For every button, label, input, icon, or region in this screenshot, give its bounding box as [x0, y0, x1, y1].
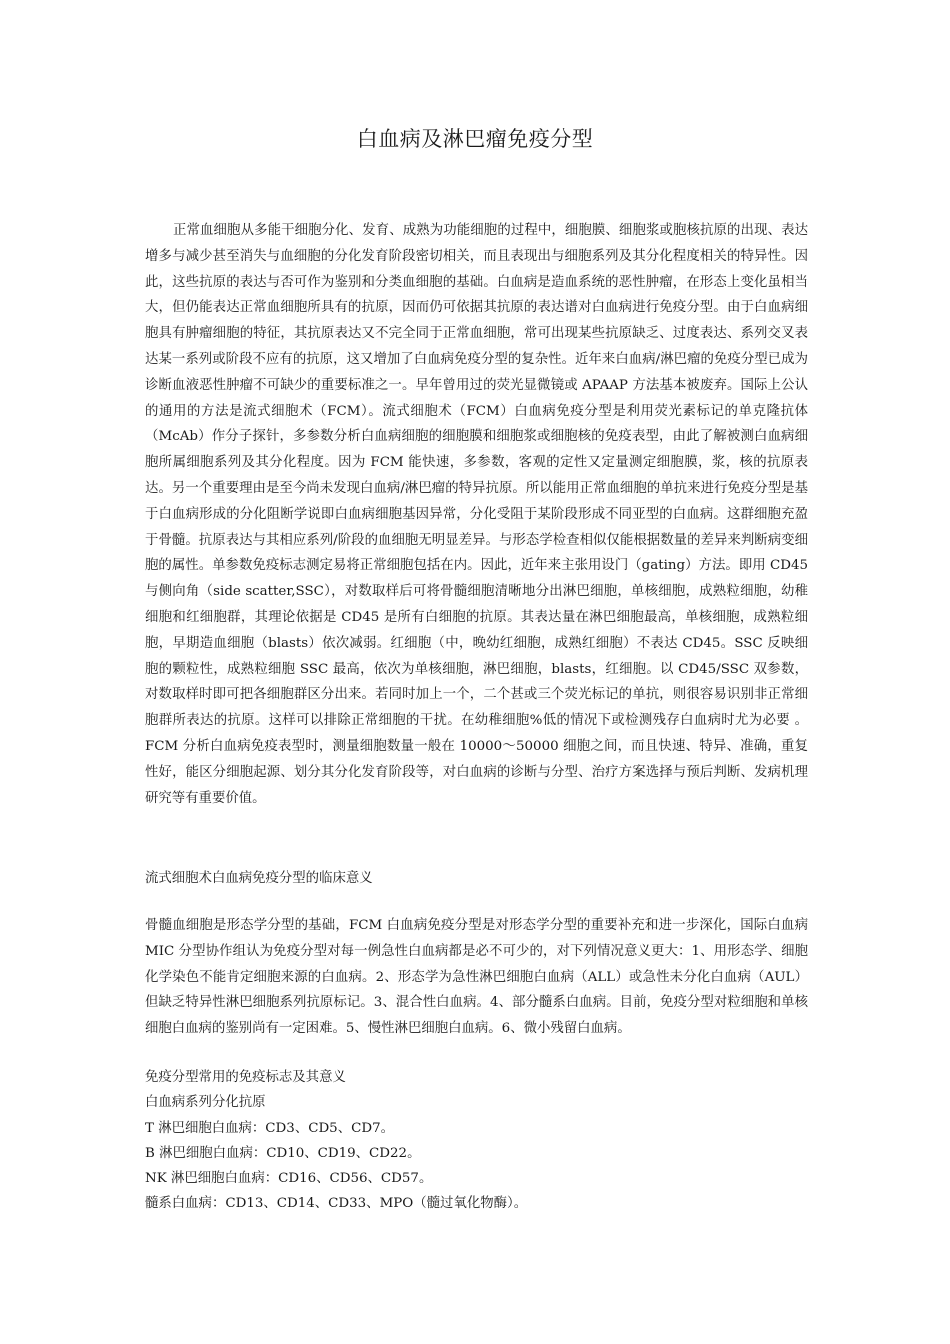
- markers-list: [145, 1065, 808, 1217]
- clinical-significance-paragraph: 骨髓血细胞是形态学分型的基础，FCM 白血病免疫分型是对形态学分型的重要补充和进一步深化，国际白血病 MIC 分型协作组认为免疫分型对每一例急性白血病都是必不可少的，对下列情况意义更大：1、用形态学、细胞化学染色不能肯定细胞来源的白血病。2、形态学为急性淋巴细胞白血病（ALL）或急性未分化白血病（AUL）但缺乏特异性淋巴细胞系列抗原标记。3、混合性白血病。4、部分髓系白血病。目前，免疫分型对粒细胞和单核细胞白血病的鉴别尚有一定困难。5、慢性淋巴细胞白血病。6、微小残留白血病。: [145, 918, 808, 1037]
- markers-subheading: 白血病系列分化抗原: [145, 1095, 266, 1111]
- section-heading-clinical-significance: 流式细胞术白血病免疫分型的临床意义: [145, 871, 373, 886]
- marker-item-myeloid: 髓系白血病：CD13、CD14、CD33、MPO（髓过氧化物酶）。: [145, 1196, 528, 1212]
- intro-paragraph: 正常血细胞从多能干细胞分化、发育、成熟为功能细胞的过程中，细胞膜、细胞浆或胞核抗原的出现、表达增多与减少甚至消失与血细胞的分化发育阶段密切相关，而且表现出与细胞系列及其分化程度相关的特异性。因此，这些抗原的表达与否可作为鉴别和分类血细胞的基础。白血病是造血系统的恶性肿瘤，在形态上变化虽相当大，但仍能表达正常血细胞所具有的抗原，因而仍可依据其抗原的表达谱对白血病进行免疫分型。由于白血病细胞具有肿瘤细胞的特征，其抗原表达又不完全同于正常血细胞，常可出现某些抗原缺乏、过度表达、系列交叉表达某一系列或阶段不应有的抗原，这又增加了白血病免疫分型的复杂性。近年来白血病/淋巴瘤的免疫分型已成为诊断血液恶性肿瘤不可缺少的重要标准之一。早年曾用过的荧光显微镜或 APAAP 方法基本被废弃。国际上公认的通用的方法是流式细胞术（FCM）。流式细胞术（FCM）白血病免疫分型是利用荧光素标记的单克隆抗体（McAb）作分子探针，多参数分析白血病细胞的细胞膜和细胞浆或细胞核的免疫表型，由此了解被测白血病细胞所属细胞系列及其分化程度。因为 FCM 能快速，多参数，客观的定性又定量测定细胞膜，浆，核的抗原表达。另一个重要理由是至今尚未发现白血病/淋巴瘤的特异抗原。所以能用正常血细胞的单抗来进行免疫分型是基于白血病形成的分化阻断学说即白血病细胞基因异常，分化受阻于某阶段形成不同亚型的白血病。这群细胞充盈于骨髓。抗原表达与其相应系列/阶段的血细胞无明显差异。与形态学检查相似仅能根据数量的差异来判断病变细胞的属性。单参数免疫标志测定易将正常细胞包括在内。因此，近年来主张用设门（gating）方法。即用 CD45 与侧向角（side scatter,SSC），对数取样后可将骨髓细胞清晰地分出淋巴细胞，单核细胞，成熟粒细胞，幼稚细胞和红细胞群，其理论依据是 CD45 是所有白细胞的抗原。其表达量在淋巴细胞最高，单核细胞，成熟粒细胞，早期造血细胞（blasts）依次减弱。红细胞（中，晚幼红细胞，成熟红细胞）不表达 CD45。SSC 反映细胞的颗粒性，成熟粒细胞 SSC 最高，依次为单核细胞，淋巴细胞，blasts，红细胞。以 CD45/SSC 双参数，对数取样时即可把各细胞群区分出来。若同时加上一个，二个甚或三个荧光标记的单抗，则很容易识别非正常细胞群所表达的抗原。这样可以排除正常细胞的干扰。在幼稚细胞%低的情况下或检测残存白血病时尤为必要 。FCM 分析白血病免疫表型时，测量细胞数量一般在 10000～50000 细胞之间，而且快速、特异、准确，重复性好，能区分细胞起源、划分其分化发育阶段等，对白血病的诊断与分型、治疗方案选择与预后判断、发病机理研究等有重要价值。: [145, 223, 808, 806]
- marker-item-b-cell: B 淋巴细胞白血病：CD10、CD19、CD22。: [145, 1145, 421, 1161]
- document-title: 白血病及淋巴瘤免疫分型: [356, 127, 594, 151]
- marker-item-t-cell: T 淋巴细胞白血病：CD3、CD5、CD7。: [145, 1120, 394, 1136]
- marker-item-nk-cell: NK 淋巴细胞白血病：CD16、CD56、CD57。: [145, 1171, 433, 1187]
- markers-heading: 免疫分型常用的免疫标志及其意义: [145, 1070, 346, 1085]
